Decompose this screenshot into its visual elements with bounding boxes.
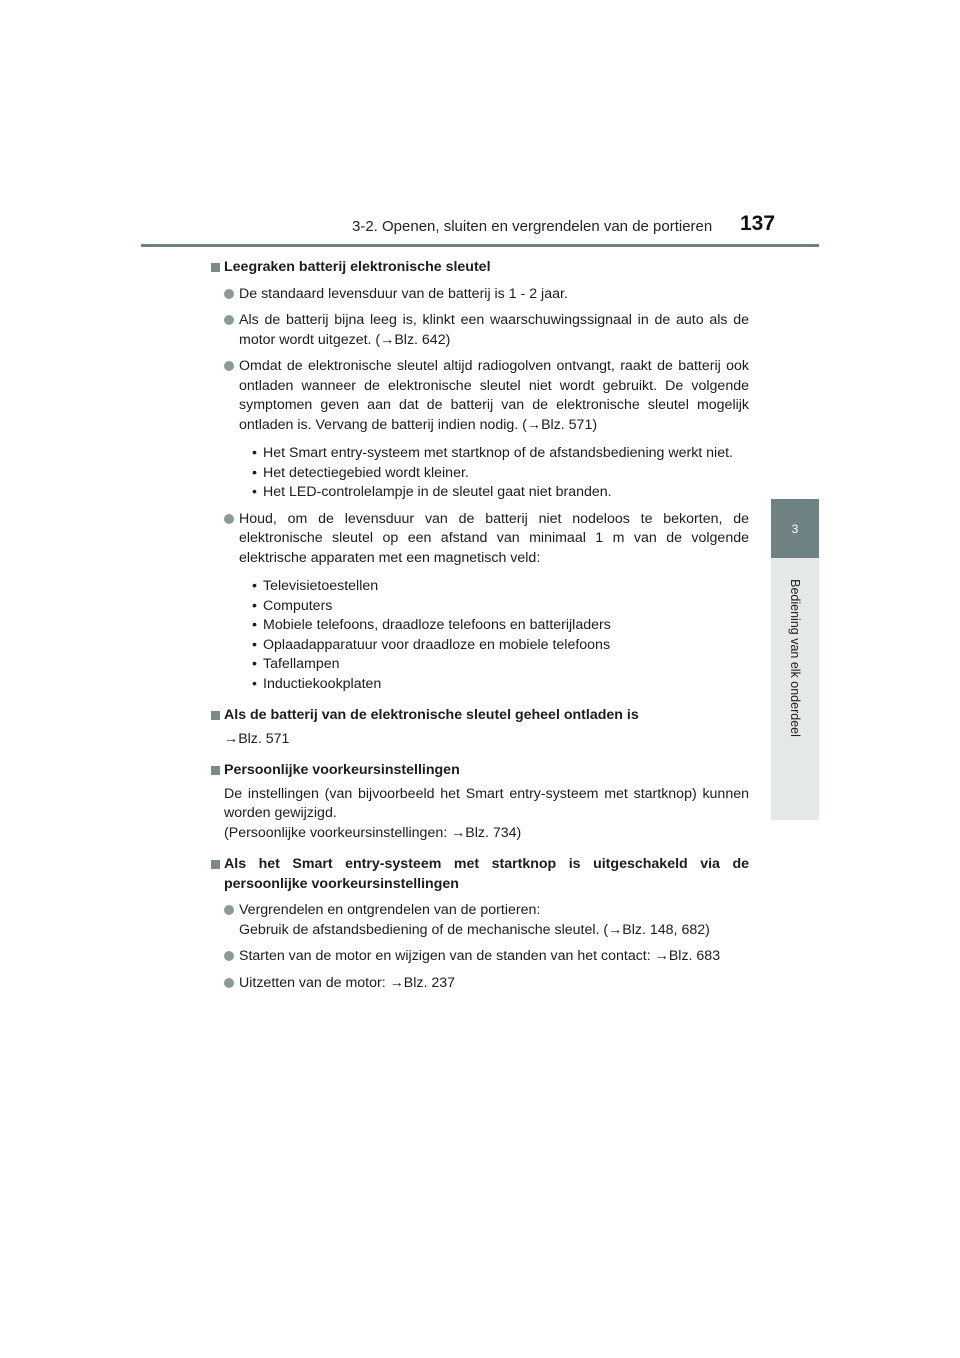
section-heading <box>211 761 749 781</box>
device-list <box>211 577 749 694</box>
bullet-item <box>211 510 749 569</box>
section-heading-text: Als de batterij van de elektronische sleutel geheel ontladen is <box>224 707 639 723</box>
list-item <box>252 636 749 656</box>
bullet-item <box>211 974 749 994</box>
list-item-text: Het detectiegebied wordt kleiner. <box>263 464 469 481</box>
chapter-side-label-wrap <box>771 558 819 758</box>
bullet-text: Als de batterij bijna leeg is, klinkt een waarschuwingssignaal in de auto als de motor wordt uitgezet. (→Blz. 642) <box>239 312 749 348</box>
header-rule <box>141 244 819 247</box>
paragraph-text: De instellingen (van bijvoorbeeld het Smart entry-systeem met startknop) kunnen worden gewijzigd. <box>224 785 749 821</box>
symptom-list <box>211 444 749 503</box>
bullet-item <box>211 311 749 350</box>
section-heading-text: Leegraken batterij elektronische sleutel <box>224 259 491 275</box>
list-item-text: Computers <box>263 597 333 614</box>
page-number: 137 <box>740 212 776 235</box>
bullet-dot-icon <box>224 514 234 524</box>
bullet-dot-icon <box>224 978 234 988</box>
list-item-text: Inductiekookplaten <box>263 675 382 692</box>
list-item <box>252 616 749 636</box>
list-item-text: Oplaadapparatuur voor draadloze en mobiele telefoons <box>263 636 611 653</box>
bullet-text: Houd, om de levensduur van de batterij niet nodeloos te bekorten, de elektronische sleutel op een afstand van minimaal 1 m van de volgende elektrische apparaten met een magnetisch veld: <box>239 510 749 566</box>
section-heading-text: Persoonlijke voorkeursinstellingen <box>224 762 460 778</box>
list-item-text: Het LED-controlelampje in de sleutel gaat niet branden. <box>263 484 612 500</box>
bullet-text: Uitzetten van de motor: →Blz. 237 <box>239 974 456 991</box>
bullet-dot-icon <box>224 315 234 325</box>
list-marker: • <box>252 445 257 461</box>
main-content <box>211 252 749 993</box>
list-marker: • <box>252 597 257 614</box>
chapter-side-label: Bediening van elk onderdeel <box>788 579 803 737</box>
list-marker: • <box>252 464 257 481</box>
running-header-title: 3-2. Openen, sluiten en vergrendelen van de portieren <box>352 218 713 235</box>
bullet-dot-icon <box>224 361 234 371</box>
section-heading-text: Als het Smart entry-systeem met startknop is uitgeschakeld via de persoonlijke voorkeursinstellingen <box>224 856 749 892</box>
list-item-text: Het Smart entry-systeem met startknop of de afstandsbediening werkt niet. <box>263 445 733 461</box>
bullet-text: Vergrendelen en ontgrendelen van de portieren: <box>239 902 541 918</box>
list-marker: • <box>252 636 257 653</box>
section-heading <box>211 855 749 894</box>
bullet-item <box>211 285 749 305</box>
list-item-text: Tafellampen <box>263 656 340 672</box>
bullet-text: Gebruik de afstandsbediening of de mechanische sleutel. (→Blz. 148, 682) <box>239 921 710 938</box>
bullet-item <box>211 357 749 435</box>
bullet-text: Omdat de elektronische sleutel altijd radiogolven ontvangt, raakt de batterij ook ontladen wanneer de elektronische sleutel niet wordt gebruikt. De volgende symptomen geven aan dat de batterij van de elektronische sleutel mogelijk ontladen is. Vervang de batterij indien nodig. (→Blz. 571) <box>239 358 749 433</box>
list-item-text: Mobiele telefoons, draadloze telefoons en batterijladers <box>263 617 611 633</box>
section-square-icon <box>211 766 220 775</box>
section-heading <box>211 258 749 278</box>
bullet-text: De standaard levensduur van de batterij is 1 - 2 jaar. <box>239 285 568 302</box>
page-reference: →Blz. 571 <box>224 730 290 747</box>
bullet-text: Starten van de motor en wijzigen van de standen van het contact: →Blz. 683 <box>239 948 721 964</box>
section-square-icon <box>211 263 220 272</box>
bullet-item <box>211 947 749 967</box>
list-item <box>252 597 749 617</box>
bullet-dot-icon <box>224 905 234 915</box>
list-item <box>252 675 749 695</box>
bullet-dot-icon <box>224 289 234 299</box>
bullet-dot-icon <box>224 951 234 961</box>
section-square-icon <box>211 860 220 869</box>
paragraph-text: (Persoonlijke voorkeursinstellingen: →Blz. 734) <box>224 824 522 841</box>
section-square-icon <box>211 711 220 720</box>
list-item-text: Televisietoestellen <box>263 578 379 594</box>
chapter-number-tab: 3 <box>771 499 819 558</box>
list-item <box>252 483 749 503</box>
list-marker: • <box>252 656 257 672</box>
list-marker: • <box>252 675 257 692</box>
list-item <box>252 655 749 675</box>
list-marker: • <box>252 617 257 633</box>
list-marker: • <box>252 484 257 500</box>
section-heading <box>211 706 749 726</box>
list-item <box>252 577 749 597</box>
list-marker: • <box>252 578 257 594</box>
list-item <box>252 464 749 484</box>
bullet-item <box>211 901 749 940</box>
list-item <box>252 444 749 464</box>
